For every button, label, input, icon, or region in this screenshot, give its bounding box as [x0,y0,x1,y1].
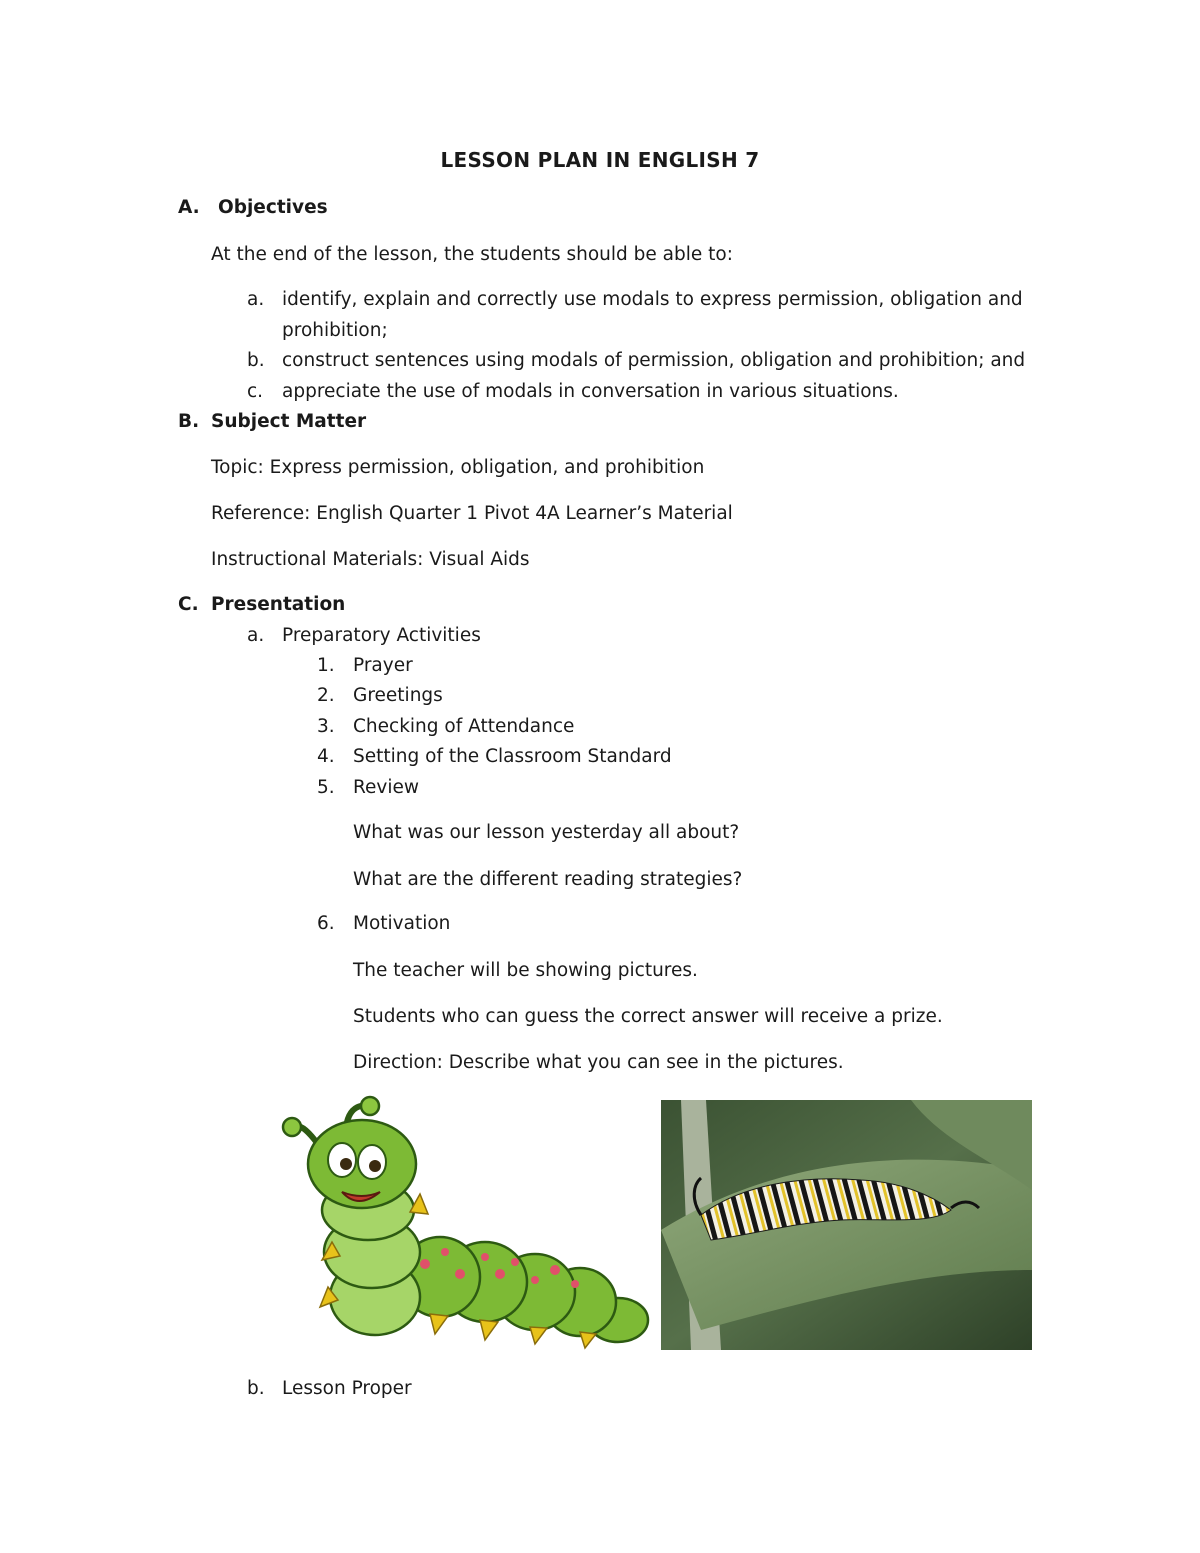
sub-a-marker: a. [247,625,265,646]
section-a-letter: A. [178,197,200,218]
sub-b-label: Lesson Proper [282,1378,412,1399]
motivation-line-2: Students who can guess the correct answer will receive a prize. [353,1006,943,1027]
reference-line: Reference: English Quarter 1 Pivot 4A Learner’s Material [211,503,733,524]
objective-c-line1: appreciate the use of modals in conversation in various situations. [282,381,899,402]
objectives-intro: At the end of the lesson, the students should be able to: [211,244,733,265]
sub-a-label: Preparatory Activities [282,625,481,646]
monarch-caterpillar-photo [661,1100,1032,1350]
section-c-letter: C. [178,594,199,615]
review-question-1: What was our lesson yesterday all about? [353,822,740,843]
objective-b-line1: construct sentences using modals of permission, obligation and prohibition; and [282,350,1026,371]
step-4-label: Setting of the Classroom Standard [353,746,672,767]
step-4-num: 4. [317,746,335,767]
step-1-num: 1. [317,655,335,676]
step-2-label: Greetings [353,685,443,706]
section-c-heading: Presentation [211,594,346,615]
objective-a-marker: a. [247,289,265,310]
step-3-num: 3. [317,716,335,737]
review-question-2: What are the different reading strategies? [353,869,743,890]
step-1-label: Prayer [353,655,413,676]
objective-b-marker: b. [247,350,265,371]
page-title: LESSON PLAN IN ENGLISH 7 [440,148,760,172]
step-3-label: Checking of Attendance [353,716,575,737]
motivation-line-1: The teacher will be showing pictures. [353,960,698,981]
step-6-label: Motivation [353,913,451,934]
topic-line: Topic: Express permission, obligation, and prohibition [211,457,705,478]
step-5-label: Review [353,777,420,798]
step-2-num: 2. [317,685,335,706]
motivation-line-3: Direction: Describe what you can see in the pictures. [353,1052,844,1073]
section-a-heading: Objectives [218,197,328,218]
cartoon-caterpillar-image [280,1092,660,1352]
step-6-num: 6. [317,913,335,934]
section-b-heading: Subject Matter [211,411,367,432]
objective-a-line2: prohibition; [282,320,388,341]
objective-c-marker: c. [247,381,264,402]
section-b-letter: B. [178,411,200,432]
objective-a-line1: identify, explain and correctly use modals to express permission, obligation and [282,289,1023,310]
step-5-num: 5. [317,777,335,798]
materials-line: Instructional Materials: Visual Aids [211,549,530,570]
sub-b-marker: b. [247,1378,265,1399]
